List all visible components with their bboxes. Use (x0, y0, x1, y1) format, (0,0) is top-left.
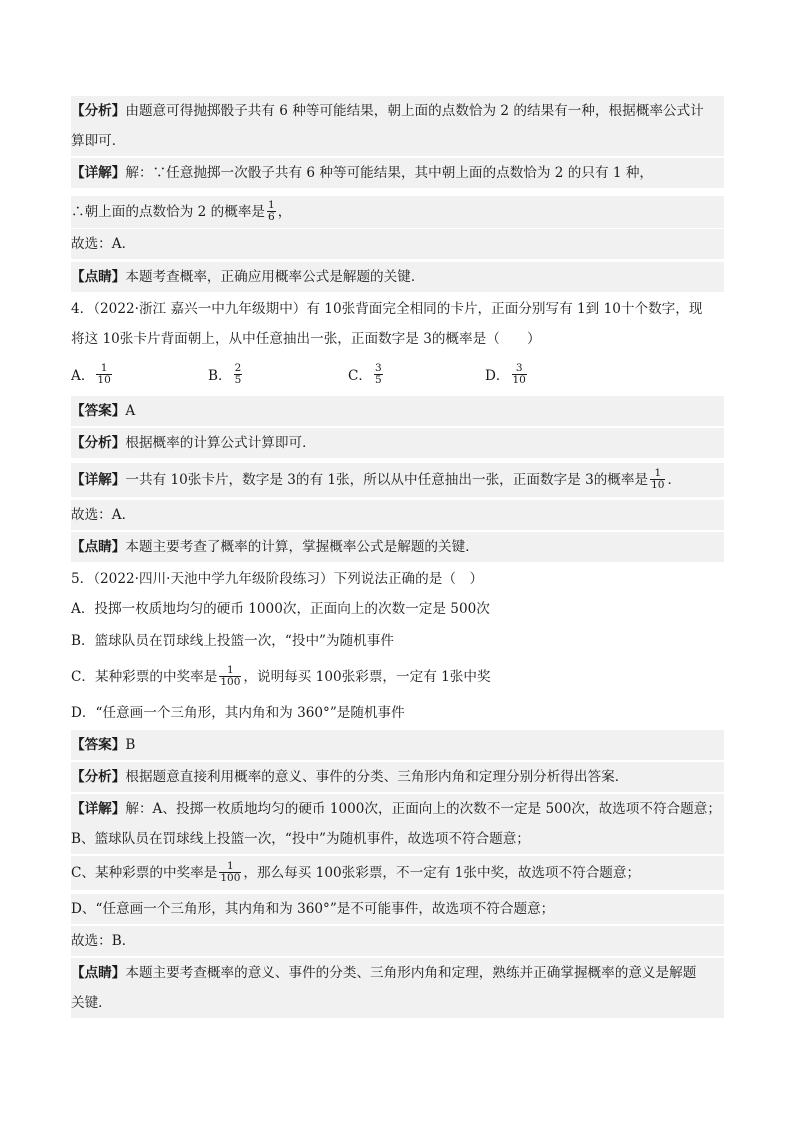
fraction-numerator: 1 (227, 664, 234, 676)
comment-tag: 【点睛】 (71, 965, 126, 981)
q4-option-d (485, 360, 529, 390)
q5-comment-text: 本题主要考查概率的意义、事件的分类、三角形内角和定理，熟练并正确掌握概率的意义是解题 (125, 965, 697, 981)
q5-choice (71, 926, 724, 956)
fraction-numerator: 2 (234, 362, 242, 374)
answer-tag: 【答案】 (71, 737, 126, 753)
detail-tag: 【详解】 (71, 472, 126, 488)
fraction (374, 363, 383, 386)
q5-option-b (71, 626, 724, 656)
analysis-tag: 【分析】 (71, 435, 126, 451)
fraction-denominator: 6 (268, 211, 275, 223)
q5-option-c (71, 660, 724, 694)
q4-comment (71, 532, 724, 562)
fraction-denominator: 100 (220, 676, 241, 688)
q5-detail-d (71, 894, 724, 924)
q4-option-c (348, 360, 385, 390)
q5-option-d (71, 698, 724, 728)
q3-analysis-text-cont: 算即可． (71, 133, 126, 149)
q5-stem-text: 5．（2022·四川·天池中学九年级阶段练习）下列说法正确的是（ ） (71, 571, 484, 587)
q5-detail-c-text: C、某种彩票的中奖率是 (71, 865, 218, 881)
comment-tag: 【点睛】 (71, 539, 126, 555)
q5-answer-value: B (125, 737, 136, 753)
option-text: D．“任意画一个三角形，其内角和为 360°”是随机事件 (71, 705, 405, 721)
q5-analysis (71, 762, 724, 792)
fraction-numerator: 3 (515, 362, 523, 374)
q4-analysis-text: 根据概率的计算公式计算即可． (125, 435, 316, 451)
q5-detail-a-text: 解：A、投掷一枚质地均匀的硬币 1000次，正面向上的次数不一定是 500次，故选项不符合题意； (125, 801, 721, 817)
q4-option-b (208, 360, 244, 390)
q4-choice (71, 500, 724, 530)
fraction-denominator: 10 (97, 374, 111, 386)
q4-option-a (71, 360, 114, 390)
fraction-numerator: 1 (268, 199, 275, 211)
q5-detail-b-text: B、篮球队员在罚球线上投篮一次，“投中”为随机事件，故选项不符合题意； (71, 831, 530, 847)
choice-text: 故选：A． (71, 236, 136, 252)
option-label: C． (348, 367, 372, 384)
fraction (219, 665, 241, 688)
detail-tag: 【详解】 (71, 801, 126, 817)
q5-detail-b (71, 824, 724, 854)
q5-detail-c (71, 856, 724, 890)
detail-tag: 【详解】 (71, 165, 126, 181)
q5-comment-line1 (71, 958, 724, 988)
q4-analysis (71, 428, 724, 458)
fraction (512, 363, 527, 386)
q4-comment-text: 本题主要考查了概率的计算，掌握概率公式是解题的关键． (125, 539, 479, 555)
q5-answer (71, 730, 724, 760)
option-text: A．投掷一枚质地均匀的硬币 1000次，正面向上的次数一定是 500次 (71, 601, 490, 617)
q5-analysis-text: 根据题意直接利用概率的意义、事件的分类、三角形内角和定理分别分析得出答案． (125, 769, 629, 785)
q4-stem-text-cont: 将这 10张卡片背面朝上，从中任意抽出一张，正面数字是 3的概率是（ ） (71, 331, 541, 347)
fraction-numerator: 1 (100, 362, 108, 374)
choice-text: 故选：B． (71, 933, 136, 949)
fraction (219, 861, 241, 884)
q3-detail-text: 解：∵任意抛掷一次骰子共有 6 种等可能结果，其中朝上面的点数恰为 2 的只有 1 种， (125, 165, 654, 181)
q3-comment (71, 262, 724, 292)
comment-tag: 【点睛】 (71, 269, 126, 285)
q4-stem-line1 (71, 294, 724, 324)
option-label: D． (485, 367, 510, 384)
q4-stem-text: 4．（2022·浙江 嘉兴一中九年级期中）有 10张背面完全相同的卡片，正面分别写有 1到 10十个数字，现 (71, 301, 703, 317)
q3-analysis-text: 由题意可得抛掷骰子共有 6 种等可能结果，朝上面的点数恰为 2 的结果有一种，根据概率公式计 (125, 103, 704, 119)
fraction (234, 363, 243, 386)
fraction-denominator: 10 (651, 479, 665, 491)
q3-detail-line2 (71, 196, 724, 228)
option-text-cont: ，说明每买 100张彩票，一定有 1张中奖 (243, 669, 491, 685)
fraction (650, 468, 665, 491)
choice-text: 故选：A． (71, 507, 136, 523)
q5-stem (71, 564, 724, 594)
q3-detail-pre: ∴朝上面的点数恰为 2 的概率是 (71, 204, 266, 220)
fraction-numerator: 1 (227, 860, 234, 872)
fraction-denominator: 5 (375, 374, 382, 386)
q4-detail-pre: 一共有 10张卡片，数字是 3的有 1张，所以从中任意抽出一张，正面数字是 3的概率是 (125, 472, 649, 488)
q4-answer-value: A (125, 403, 136, 419)
fraction-denominator: 5 (234, 374, 242, 386)
q4-answer (71, 396, 724, 426)
fraction-denominator: 10 (512, 374, 526, 386)
fraction-numerator: 3 (375, 362, 382, 374)
q3-detail-post: ， (277, 204, 292, 220)
option-label: B． (208, 367, 232, 384)
q5-comment-line2 (71, 988, 724, 1018)
q4-options (71, 360, 724, 394)
q5-detail-a (71, 794, 724, 824)
q4-detail-post: ． (667, 472, 682, 488)
option-label: A． (71, 367, 95, 384)
fraction (96, 363, 111, 386)
fraction-numerator: 1 (654, 467, 662, 479)
q3-choice (71, 229, 724, 259)
fraction (267, 200, 276, 223)
analysis-tag: 【分析】 (71, 103, 126, 119)
q3-comment-text: 本题考查概率，正确应用概率公式是解题的关键． (125, 269, 425, 285)
answer-tag: 【答案】 (71, 403, 126, 419)
q3-analysis-line2 (71, 126, 724, 156)
q3-detail-line1 (71, 158, 724, 188)
analysis-tag: 【分析】 (71, 769, 126, 785)
option-text: C．某种彩票的中奖率是 (71, 669, 218, 685)
q5-detail-d-text: D、“任意画一个三角形，其内角和为 360°”是不可能事件，故选项不符合题意； (71, 901, 555, 917)
q4-stem-line2 (71, 324, 724, 354)
q5-detail-c-text-cont: ，那么每买 100张彩票，不一定有 1张中奖，故选项不符合题意； (243, 865, 641, 881)
fraction-denominator: 100 (220, 872, 241, 884)
q5-comment-text-cont: 关键． (71, 995, 112, 1011)
q5-option-a (71, 594, 724, 624)
option-text: B．篮球队员在罚球线上投篮一次，“投中”为随机事件 (71, 633, 394, 649)
q3-analysis-line1 (71, 96, 724, 126)
q4-detail (71, 463, 724, 497)
